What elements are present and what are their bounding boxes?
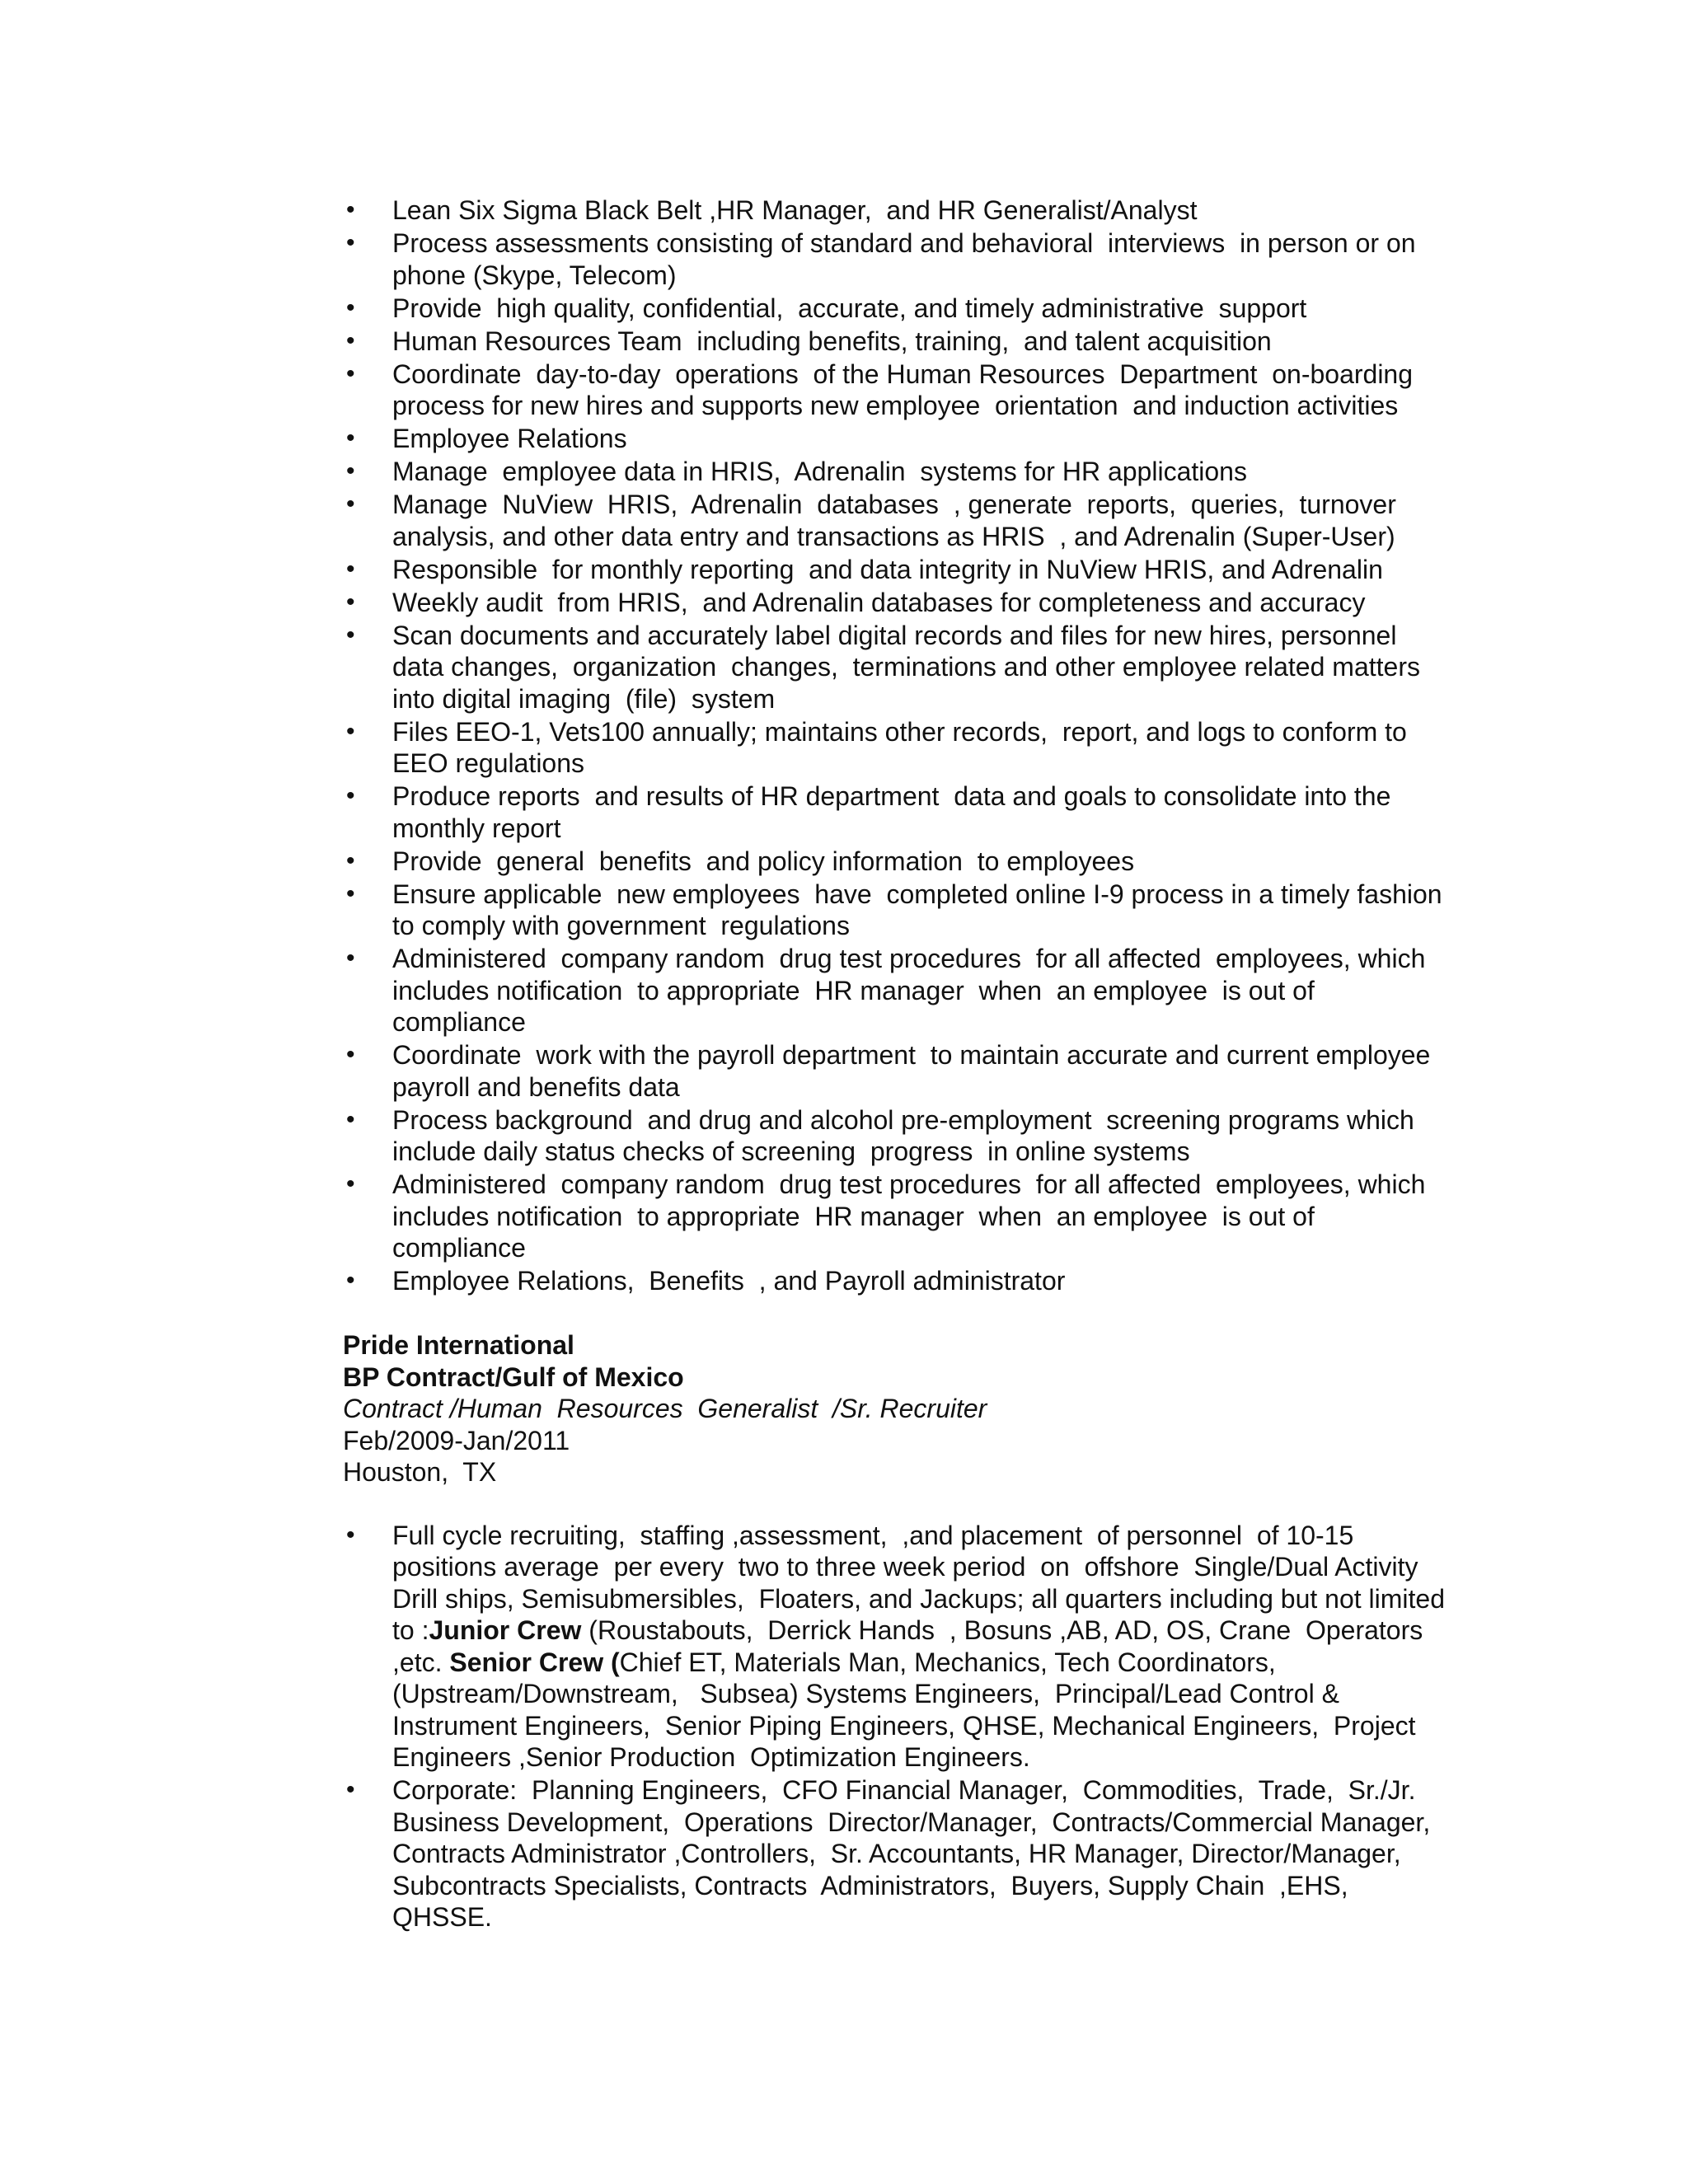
resume-content — [343, 194, 1457, 1934]
list-item: • Weekly audit from HRIS, and Adrenalin databases for completeness and accuracy — [343, 587, 1447, 619]
job-header — [343, 1329, 1447, 1488]
spacer — [343, 1298, 1447, 1329]
job-dates: Feb/2009-Jan/2011 — [343, 1425, 570, 1455]
list-item: • Employee Relations, Benefits , and Payroll administrator — [343, 1265, 1447, 1297]
list-item: • Lean Six Sigma Black Belt ,HR Manager, and HR Generalist/Analyst — [343, 194, 1447, 227]
list-item: • Scan documents and accurately label digital records and files for new hires, personnel data changes, organization changes, terminations and other employee related matters into digital imaging (file) system — [343, 620, 1447, 715]
list-item: • Human Resources Team including benefits, training, and talent acquisition — [343, 326, 1447, 358]
contract-name: BP Contract/Gulf of Mexico — [343, 1361, 684, 1392]
list-item: • Files EEO-1, Vets100 annually; maintains other records, report, and logs to conform to EEO regulations — [343, 716, 1447, 780]
list-item: • Manage employee data in HRIS, Adrenalin systems for HR applications — [343, 456, 1447, 488]
list-item: • Produce reports and results of HR department data and goals to consolidate into the monthly report — [343, 780, 1447, 844]
list-item: • Responsible for monthly reporting and data integrity in NuView HRIS, and Adrenalin — [343, 554, 1447, 586]
list-item: • Provide general benefits and policy information to employees — [343, 846, 1447, 878]
recruiting-duties-list — [343, 1520, 1452, 1933]
list-item: • Manage NuView HRIS, Adrenalin databases , generate reports, queries, turnover analysis, and other data entry and transactions as HRIS , and Adrenalin (Super-User) — [343, 489, 1447, 552]
bullet-text: Full cycle recruiting, staffing ,assessment, ,and placement of personnel of 10-15 positions average per every two to three week period on offshore Single/Dual Activity Drill ships, Semisubmersibles, Floaters, and Jackups; all quarters including but not limited to : — [392, 1520, 1452, 1645]
list-item: • Process background and drug and alcohol pre-employment screening programs which include daily status checks of screening progress in online systems — [343, 1104, 1447, 1168]
hr-duties-list — [343, 194, 1457, 1297]
spacer — [343, 1488, 1447, 1520]
list-item: • Ensure applicable new employees have completed online I-9 process in a timely fashion to comply with government regulations — [343, 879, 1447, 942]
list-item: • Coordinate day-to-day operations of the Human Resources Department on-boarding process for new hires and supports new employee orientation and induction activities — [343, 359, 1447, 422]
job-location: Houston, TX — [343, 1457, 497, 1487]
list-item: • Process assessments consisting of standard and behavioral interviews in person or on phone (Skype, Telecom) — [343, 227, 1447, 291]
bullet-text: Chief ET, Materials Man, Mechanics, Tech Coordinators, (Upstream/Downstream, Subsea) Systems Engineers, Principal/Lead Control & Instrument Engineers, Senior Piping Engineers, QHSE, Mechanical Engineers, Project Engineers ,Senior Production Optimization Engineers. — [392, 1647, 1423, 1772]
bullet-text: (Roustabouts, Derrick Hands , Bosuns ,AB, AD, OS, Crane Operators ,etc. — [392, 1615, 1438, 1677]
list-item: • Administered company random drug test procedures for all affected employees, which includes notification to appropriate HR manager when an employee is out of compliance — [343, 1169, 1447, 1264]
list-item: • Coordinate work with the payroll department to maintain accurate and current employee payroll and benefits data — [343, 1039, 1447, 1103]
list-item — [343, 1520, 1452, 1774]
senior-crew-label: Senior Crew ( — [449, 1647, 620, 1677]
list-item: • Provide high quality, confidential, accurate, and timely administrative support — [343, 293, 1447, 325]
company-name: Pride International — [343, 1330, 574, 1360]
list-item: • Corporate: Planning Engineers, CFO Financial Manager, Commodities, Trade, Sr./Jr. Business Development, Operations Director/Manager, Contracts/Commercial Manager, Contracts Administrator ,Controllers, Sr. Accountants, HR Manager, Director/Manager, Subcontracts Specialists, Contracts Administrators, Buyers, Supply Chain ,EHS, QHSSE. — [343, 1774, 1447, 1933]
list-item: • Employee Relations — [343, 423, 1447, 455]
job-title: Contract /Human Resources Generalist /Sr. Recruiter — [343, 1394, 987, 1423]
list-item: • Administered company random drug test procedures for all affected employees, which includes notification to appropriate HR manager when an employee is out of compliance — [343, 943, 1447, 1038]
junior-crew-label: Junior Crew — [429, 1615, 582, 1645]
